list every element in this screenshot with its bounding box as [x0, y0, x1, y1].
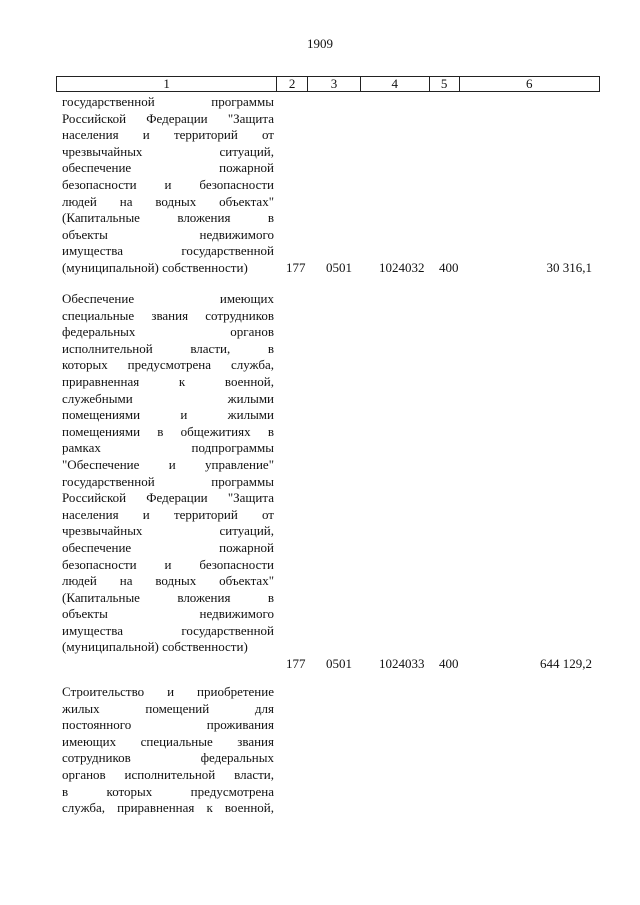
description-line: Строительство и приобретение [62, 684, 274, 699]
row-description [62, 94, 274, 277]
description-line: которых предусмотрена служба, [62, 357, 274, 373]
expense-type-code: 400 [439, 656, 459, 671]
description-line: чрезвычайных ситуаций, [62, 523, 274, 539]
description-line: безопасности и безопасности [62, 176, 274, 192]
description-line: безопасности и безопасности [62, 556, 274, 572]
column-header-4: 4 [361, 77, 430, 91]
description-line: (муниципальной) собственности) [62, 259, 248, 275]
description-line: рамках подпрограммы [62, 440, 274, 456]
description-line: имущества государственной [62, 622, 274, 638]
column-header-5: 5 [430, 77, 460, 91]
admin-code: 177 [286, 656, 306, 671]
description-line: сотрудников федеральных [62, 750, 274, 766]
description-line: имеющих специальные звания [62, 733, 274, 749]
description-line: помещениями и жилыми [62, 407, 274, 423]
description-line: исполнительной власти, в [62, 340, 274, 356]
admin-code: 177 [286, 260, 306, 275]
row-description [62, 291, 274, 656]
description-line: помещениями в общежитиях в [62, 423, 274, 439]
description-line: объекты недвижимого [62, 606, 274, 622]
description-line: имущества государственной [62, 243, 274, 259]
description-line: органов исполнительной власти, [62, 766, 274, 782]
description-line: "Обеспечение и управление" [62, 456, 274, 472]
description-line: Российской Федерации "Защита [62, 490, 274, 506]
row-description [62, 684, 274, 817]
amount: 644 129,2 [540, 656, 592, 671]
description-line: специальные звания сотрудников [62, 307, 274, 323]
description-line: постоянного проживания [62, 717, 274, 733]
description-line: населения и территорий от [62, 127, 274, 143]
description-line: государственной программы [62, 473, 274, 489]
target-code: 1024033 [379, 656, 425, 671]
column-header-6: 6 [526, 76, 533, 91]
description-line: людей на водных объектах" [62, 573, 274, 589]
description-line: государственной программы [62, 94, 274, 109]
description-line: служебными жилыми [62, 390, 274, 406]
table-header [56, 76, 600, 92]
description-line: населения и территорий от [62, 506, 274, 522]
page-number: 1909 [307, 36, 333, 51]
description-line: чрезвычайных ситуаций, [62, 143, 274, 159]
description-line: (Капитальные вложения в [62, 210, 274, 226]
description-line: Обеспечение имеющих [62, 291, 274, 306]
expense-type-code: 400 [439, 260, 459, 275]
description-line: Российской Федерации "Защита [62, 110, 274, 126]
description-line: (муниципальной) собственности) [62, 639, 248, 655]
column-header-2: 2 [277, 77, 308, 91]
description-line: приравненная к военной, [62, 373, 274, 389]
description-line: жилых помещений для [62, 700, 274, 716]
section-code: 0501 [326, 260, 352, 275]
description-line: в которых предусмотрена [62, 783, 274, 799]
section-code: 0501 [326, 656, 352, 671]
description-line: объекты недвижимого [62, 226, 274, 242]
description-line: людей на водных объектах" [62, 193, 274, 209]
description-line: федеральных органов [62, 324, 274, 340]
description-line: (Капитальные вложения в [62, 589, 274, 605]
target-code: 1024032 [379, 260, 425, 275]
column-header-3: 3 [308, 77, 361, 91]
description-line: обеспечение пожарной [62, 160, 274, 176]
description-line: обеспечение пожарной [62, 539, 274, 555]
column-header-1: 1 [57, 77, 277, 91]
amount: 30 316,1 [546, 260, 592, 275]
description-line: служба, приравненная к военной, [62, 800, 274, 816]
